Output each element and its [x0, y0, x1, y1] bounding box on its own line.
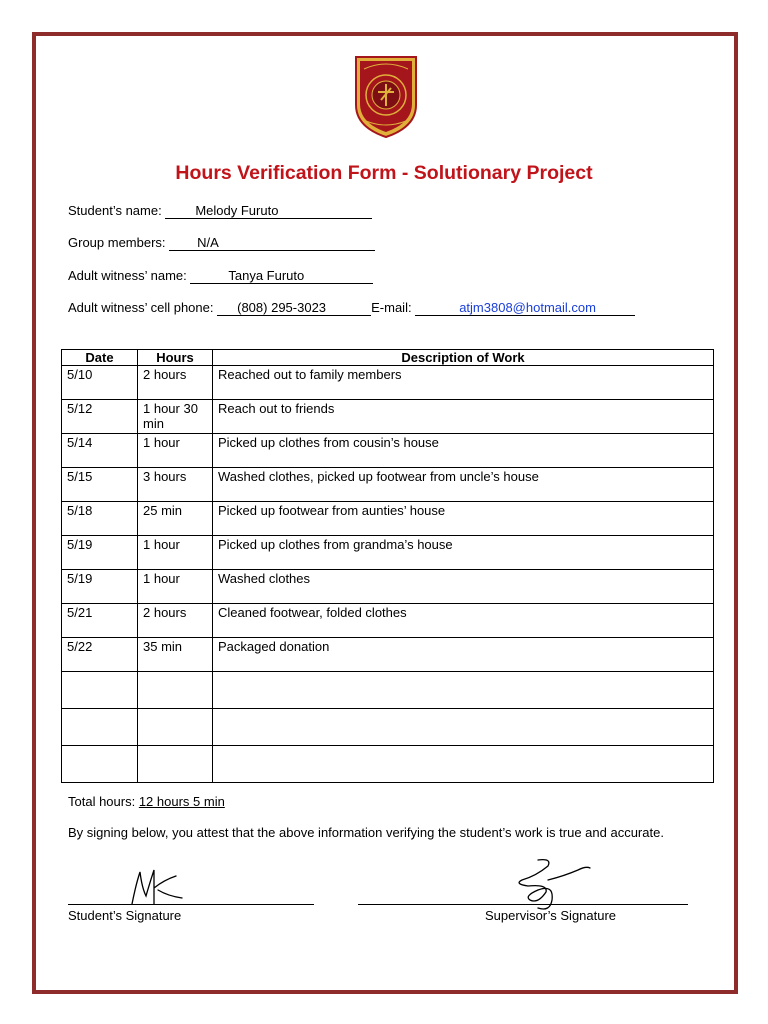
cell-hours: 1 hour	[138, 536, 213, 570]
cell-hours: 2 hours	[138, 604, 213, 638]
student-name-value: Melody Furuto	[165, 204, 372, 219]
group-members-label: Group members:	[68, 235, 166, 250]
col-header-date: Date	[62, 350, 138, 366]
supervisor-signature-line	[358, 904, 688, 905]
email-link[interactable]: atjm3808@hotmail.com	[459, 300, 596, 315]
table-row	[62, 570, 714, 604]
table-header-row	[62, 350, 714, 366]
cell-date	[62, 746, 138, 783]
cell-description: Washed clothes, picked up footwear from uncle’s house	[213, 468, 714, 502]
form-title: Hours Verification Form - Solutionary Project	[175, 162, 593, 184]
table-row	[62, 434, 714, 468]
cell-hours: 35 min	[138, 638, 213, 672]
cell-date: 5/15	[62, 468, 138, 502]
cell-description: Reach out to friends	[213, 400, 714, 434]
group-members-value: N/A	[169, 236, 375, 251]
cell-description: Picked up clothes from grandma’s house	[213, 536, 714, 570]
email-label: E-mail:	[371, 300, 412, 315]
adult-witness-phone-value: (808) 295-3023	[217, 301, 371, 316]
student-signature-label: Student’s Signature	[68, 908, 182, 923]
cell-description	[213, 709, 714, 746]
table-row	[62, 502, 714, 536]
cell-hours: 25 min	[138, 502, 213, 536]
email-value-underline	[415, 301, 635, 316]
cell-date: 5/14	[62, 434, 138, 468]
cell-hours: 2 hours	[138, 366, 213, 400]
group-members-field	[68, 235, 375, 251]
cell-hours: 1 hour	[138, 570, 213, 604]
table-row-empty	[62, 709, 714, 746]
student-name-field	[68, 203, 372, 219]
table-row-empty	[62, 672, 714, 709]
adult-witness-phone-label: Adult witness’ cell phone:	[68, 300, 214, 315]
cell-hours: 3 hours	[138, 468, 213, 502]
table-row	[62, 400, 714, 434]
adult-witness-name-value: Tanya Furuto	[190, 269, 373, 284]
cell-description: Reached out to family members	[213, 366, 714, 400]
table-row	[62, 604, 714, 638]
cell-description	[213, 672, 714, 709]
col-header-hours: Hours	[138, 350, 213, 366]
cell-description: Packaged donation	[213, 638, 714, 672]
cell-description: Picked up footwear from aunties’ house	[213, 502, 714, 536]
cell-hours	[138, 746, 213, 783]
col-header-description: Description of Work	[213, 350, 714, 366]
cell-date: 5/18	[62, 502, 138, 536]
cell-date: 5/10	[62, 366, 138, 400]
cell-hours	[138, 709, 213, 746]
cell-hours	[138, 672, 213, 709]
total-hours	[68, 794, 225, 809]
cell-date: 5/21	[62, 604, 138, 638]
table-row	[62, 366, 714, 400]
cell-date	[62, 709, 138, 746]
table-row	[62, 638, 714, 672]
cell-description: Picked up clothes from cousin’s house	[213, 434, 714, 468]
student-signature-line	[68, 904, 314, 905]
cell-date: 5/19	[62, 570, 138, 604]
cell-date	[62, 672, 138, 709]
adult-witness-name-label: Adult witness’ name:	[68, 268, 187, 283]
supervisor-signature-image	[508, 856, 592, 916]
table-row	[62, 536, 714, 570]
total-hours-label: Total hours:	[68, 794, 136, 809]
cell-description: Washed clothes	[213, 570, 714, 604]
supervisor-signature-label: Supervisor’s Signature	[485, 908, 617, 923]
cell-description	[213, 746, 714, 783]
cell-hours: 1 hour	[138, 434, 213, 468]
cell-date: 5/19	[62, 536, 138, 570]
adult-witness-name-field	[68, 268, 373, 284]
cell-hours: 1 hour 30 min	[138, 400, 213, 434]
cell-date: 5/12	[62, 400, 138, 434]
school-seal-logo	[354, 55, 418, 139]
cell-date: 5/22	[62, 638, 138, 672]
student-name-label: Student’s name:	[68, 203, 162, 218]
work-log-table	[61, 349, 714, 783]
attestation-text: By signing below, you attest that the above information verifying the student’s work is true and accurate.	[68, 825, 664, 840]
table-row	[62, 468, 714, 502]
total-hours-value: 12 hours 5 min	[138, 794, 225, 809]
table-row-empty	[62, 746, 714, 783]
cell-description: Cleaned footwear, folded clothes	[213, 604, 714, 638]
adult-witness-contact-field	[68, 300, 635, 316]
